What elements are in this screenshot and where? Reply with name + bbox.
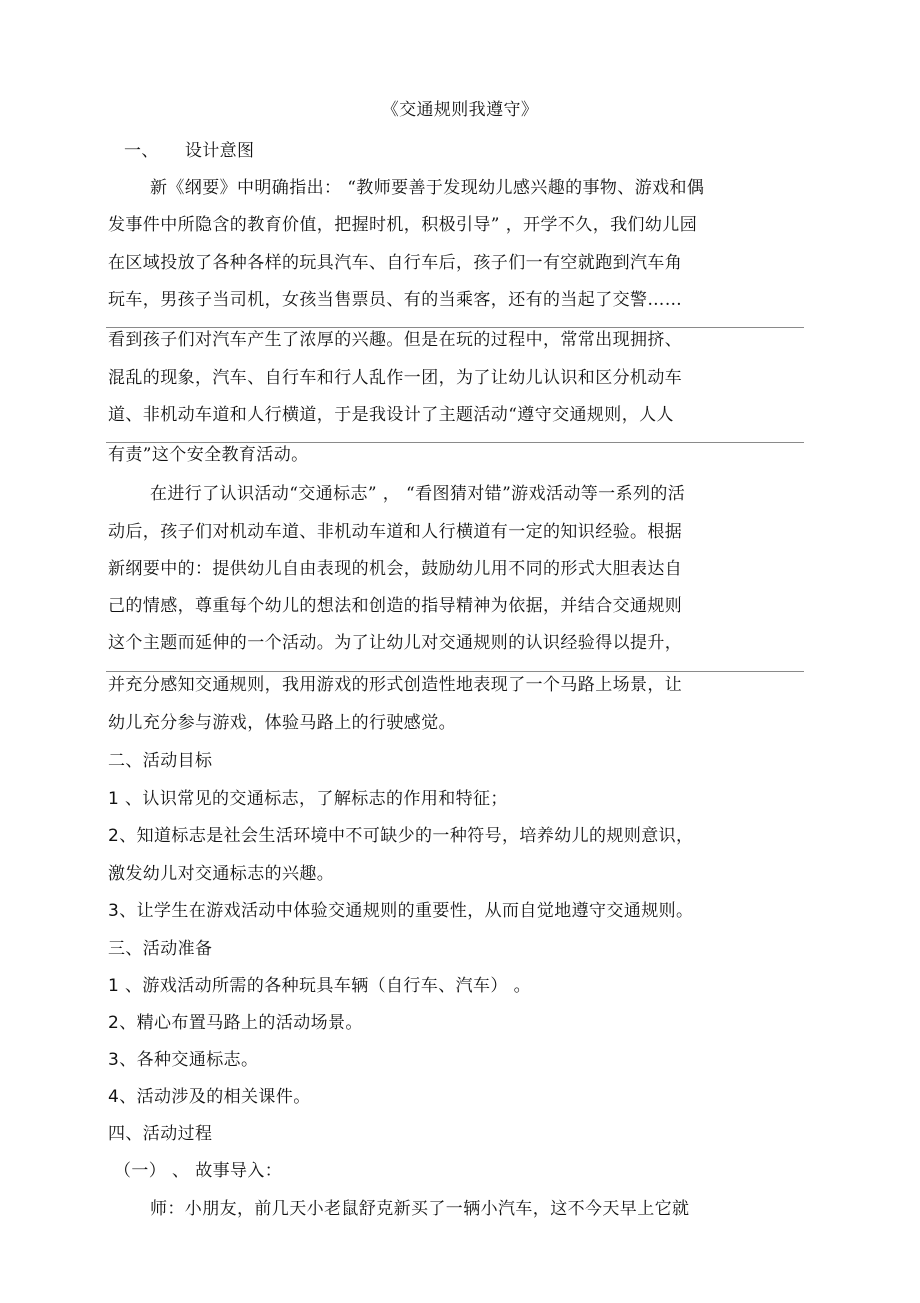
section3-item-3-text: 、各种交通标志。 (119, 1050, 259, 1070)
section3-item-3-num: 3 (108, 1050, 120, 1070)
section3-item-4 (108, 1085, 311, 1109)
section2-item-2-num: 2 (108, 826, 120, 846)
section2-item-2-text: 、知道标志是社会生活环境中不可缺少的一种符号，培养幼儿的规则意识， (119, 826, 694, 846)
section2-item-2 (108, 824, 693, 848)
para1-line-6: 混乱的现象，汽车、自行车和行人乱作一团，为了让幼儿认识和区分机动车 (108, 368, 683, 388)
para1-line-8: 有责”这个安全教育活动。 (108, 445, 309, 465)
section4-para-line-1: 师：小朋友，前几天小老鼠舒克新买了一辆小汽车，这不今天早上它就 (150, 1199, 690, 1219)
section2-item-3 (108, 899, 693, 923)
para1-line-5: 看到孩子们对汽车产生了浓厚的兴趣。但是在玩的过程中，常常出现拥挤、 (108, 330, 683, 350)
section2-item-3-num: 3 (108, 901, 120, 921)
section2-item-3-text: 、让学生在游戏活动中体验交通规则的重要性，从而自觉地遵守交通规则。 (119, 901, 694, 921)
rule-line-3 (106, 671, 804, 672)
section1-heading-num: 一、 (124, 141, 159, 161)
section2-item-2-cont (108, 862, 334, 886)
section3-item-1-text: 、游戏活动所需的各种玩具车辆（自行车、汽车） 。 (119, 976, 532, 996)
para1-line-2: 发事件中所隐含的教育价值，把握时机，积极引导” ，开学不久，我们幼儿园 (108, 215, 698, 235)
para2-line-6: 并充分感知交通规则，我用游戏的形式创造性地表现了一个马路上场景，让 (108, 675, 683, 695)
para2-line-4: 己的情感，尊重每个幼儿的想法和创造的指导精神为依据，并结合交通规则 (108, 596, 683, 616)
section1-heading (124, 139, 254, 163)
para2-line-5: 这个主题而延伸的一个活动。为了让幼儿对交通规则的认识经验得以提升， (108, 633, 683, 653)
section2-heading: 二、活动目标 (108, 751, 213, 771)
section2-item-1-num: 1 (108, 789, 120, 809)
section3-item-4-num: 4 (108, 1087, 120, 1107)
para1-line-7: 道、非机动车道和人行横道，于是我设计了主题活动“遵守交通规则，人人 (108, 405, 674, 425)
section2-item-1 (108, 787, 508, 811)
section3-item-2-text: 、精心布置马路上的活动场景。 (119, 1013, 363, 1033)
section4-sub-heading: （一） 、 故事导入： (114, 1161, 283, 1181)
section3-item-2 (108, 1011, 363, 1035)
para1-line-4: 玩车，男孩子当司机，女孩当售票员、有的当乘客，还有的当起了交警…… (108, 290, 683, 310)
section3-item-1-num: 1 (108, 976, 120, 996)
section1-heading-text: 设计意图 (184, 141, 255, 161)
section3-heading: 三、活动准备 (108, 939, 213, 959)
para2-line-3: 新纲要中的：提供幼儿自由表现的机会，鼓励幼儿用不同的形式大胆表达自 (108, 559, 683, 579)
section4-heading: 四、活动过程 (108, 1124, 213, 1144)
section2-item-1-text: 、认识常见的交通标志，了解标志的作用和特征； (119, 789, 508, 809)
para2-line-1: 在进行了认识活动“交通标志” ， “看图猜对错”游戏活动等一系列的活 (150, 484, 686, 504)
para2-line-2: 动后，孩子们对机动车道、非机动车道和人行横道有一定的知识经验。根据 (108, 522, 683, 542)
document-title: 《交通规则我遵守》 (381, 100, 539, 120)
section3-item-1 (108, 974, 531, 998)
section2-item-2-cont-text: 激发幼儿对交通标志的兴趣。 (108, 864, 335, 884)
section3-item-2-num: 2 (108, 1013, 120, 1033)
section3-item-4-text: 、活动涉及的相关课件。 (119, 1087, 311, 1107)
para1-line-1: 新《纲要》中明确指出： “教师要善于发现幼儿感兴趣的事物、游戏和偶 (150, 178, 705, 198)
para1-line-3: 在区域投放了各种各样的玩具汽车、自行车后，孩子们一有空就跑到汽车角 (108, 253, 683, 273)
section3-item-3 (108, 1048, 258, 1072)
para2-line-7: 幼儿充分参与游戏，体验马路上的行驶感觉。 (108, 713, 456, 733)
